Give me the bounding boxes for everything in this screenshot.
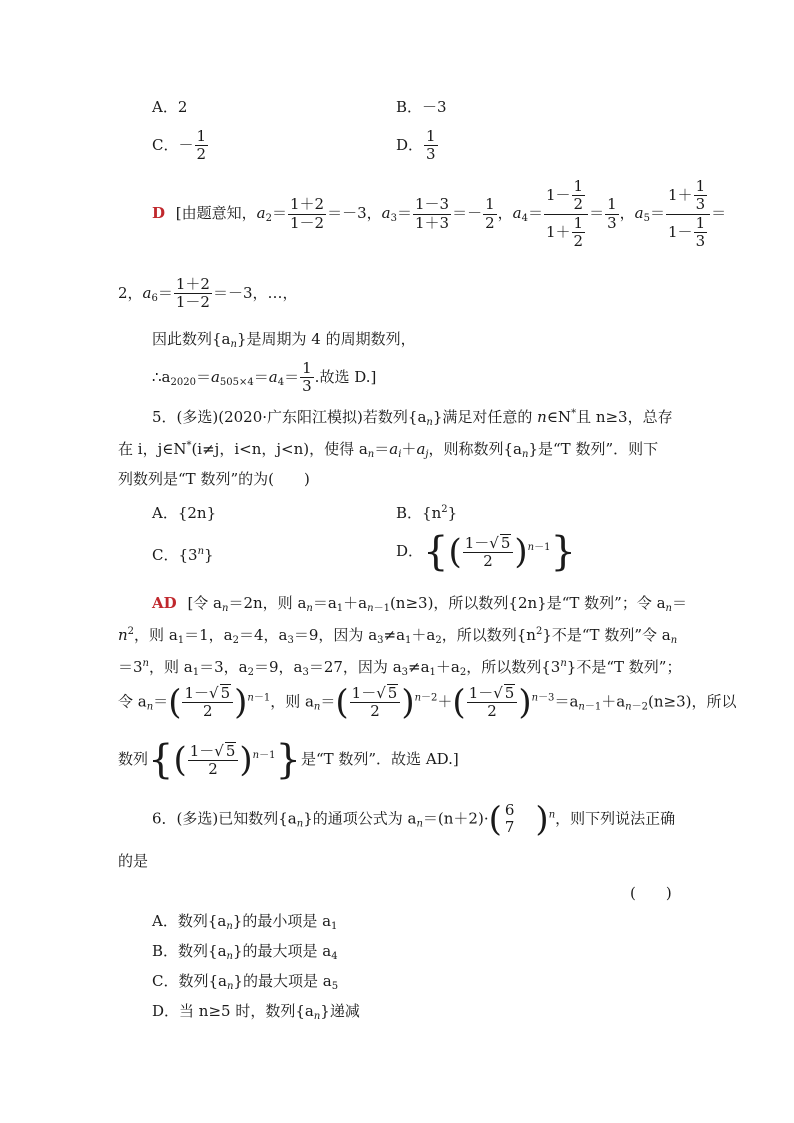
text: ，所以数列{n xyxy=(441,626,536,644)
q5-line1: 5．(多选)(2020·广东阳江模拟)若数列$\{a_n\}$满足对任意的 n∈N*且 n≥3，总存 xyxy=(152,408,673,428)
numerator: 1－√ 5 xyxy=(463,534,514,553)
fraction xyxy=(188,742,239,779)
fraction xyxy=(605,196,619,232)
option-value: 2 xyxy=(177,98,188,116)
fraction xyxy=(350,684,401,721)
fraction xyxy=(424,128,438,164)
q6-line2 xyxy=(118,852,148,870)
numerator: 1 xyxy=(196,127,207,145)
text: ＝ xyxy=(320,692,336,711)
fraction xyxy=(463,534,514,571)
numerator xyxy=(544,178,588,215)
text: 2， xyxy=(118,283,143,302)
text: ，则 a xyxy=(270,692,314,711)
text: (n≥3)，所以数列{2n}是“T 数列”；令 a xyxy=(389,594,666,612)
denominator: 3 xyxy=(695,231,706,250)
text: 令 a xyxy=(118,692,147,711)
term: 1－ xyxy=(464,533,490,552)
fraction-a3 xyxy=(413,196,451,232)
numerator: 1＋2 xyxy=(290,195,325,214)
compound-fraction-a5 xyxy=(666,178,710,250)
q5-option-a xyxy=(152,504,216,522)
text: C．{3 xyxy=(152,546,198,564)
text: 因此数列{a xyxy=(152,330,231,348)
denominator: 2 xyxy=(485,213,495,232)
text: ＝3，a xyxy=(199,658,248,676)
sqrt-radicand: 5 xyxy=(500,533,511,552)
numerator: 1－√ 5 xyxy=(467,684,518,703)
numerator: 1 xyxy=(302,359,312,377)
fraction xyxy=(503,802,517,837)
numerator: 1 xyxy=(695,177,706,195)
sqrt-radicand: 5 xyxy=(225,741,236,760)
text: ( ) xyxy=(630,884,672,902)
q4-solution-line4: $\therefore a_{2020}=a_{505\times 4}=a_4=$ $\frac{1}{3}$ .故选 D.] xyxy=(152,359,377,396)
text: B．{n xyxy=(396,504,442,522)
fraction xyxy=(195,128,209,164)
text: ＝9，因为 a xyxy=(293,626,378,644)
q5-option-c: C．{3$^n$} xyxy=(152,546,214,564)
q6-line1: 6．(多选)已知数列$\{a_n\}$的通项公式为 $a_n=(n+2)\cdot$( 6 7 )$^n$，则下列说法正确 xyxy=(152,799,676,840)
fraction xyxy=(467,684,518,721)
text: }的最小项是 a xyxy=(232,912,332,930)
text: ＋a xyxy=(435,658,460,676)
result: ＝－3，…， xyxy=(212,283,298,302)
text: }不是“T 数列”令 a xyxy=(542,626,671,644)
fraction xyxy=(483,196,497,232)
result: ＝－3， xyxy=(327,204,382,222)
text: }的最大项是 a xyxy=(233,972,332,990)
text: }递减 xyxy=(320,1002,360,1020)
denominator: 1－2 xyxy=(290,213,325,232)
text: A．数列{a xyxy=(152,912,227,930)
q4-solution-line1: D [由题意知，$a_2=$ $\frac{1+2}{1-2}$ ＝－3，$a_3=$ $\frac{1-3}{1+3}$ ＝－ $\frac{1}{2}$ ，$a_4=$ 1－ $\frac{1}{2}$ 1＋ $\frac{1}{2}$ ＝ $\frac{1}{3}$ ，$a_5=$ 1＋ $\frac{1}{3}$ 1－ $\frac{1}{3}$ ＝ xyxy=(152,177,727,250)
text: 6．(多选)已知数列{a xyxy=(152,809,297,828)
text: ＝(n＋2)· xyxy=(422,809,489,828)
text: ≠a xyxy=(408,658,430,676)
denominator: 2 xyxy=(203,702,213,721)
option-label: B． xyxy=(396,98,423,116)
denominator: 3 xyxy=(607,213,617,232)
fraction xyxy=(300,360,314,396)
solution-intro: [由题意知， xyxy=(175,204,257,222)
term: 1－ xyxy=(189,741,215,760)
q5-option-b: B．$\{n^2\}$ xyxy=(396,504,458,522)
denominator: 2 xyxy=(196,145,207,164)
text: D．当 n≥5 时，数列{a xyxy=(152,1002,314,1020)
numerator: 6 xyxy=(504,801,515,819)
text: ＝ xyxy=(153,692,169,711)
text: ＝2n，则 a xyxy=(228,594,307,612)
term: 1＋ xyxy=(668,185,693,204)
q5-solution-line5: 数列{( $\frac{1-√ 5}{2}$ )$^{n-1}$}是“T 数列”．故选 AD.] xyxy=(118,737,459,783)
text: ＝1，a xyxy=(184,626,233,644)
q5-solution-line2: $n^2$，则 $a_1=1$，$a_2=4$，$a_3=9$，因为 $a_3\ne a_1+a_2$，所以数列$\{n^2\}$不是“T 数列”令 $a_n$ xyxy=(118,626,678,646)
denominator: 2 xyxy=(573,231,584,250)
denominator: 1－2 xyxy=(175,293,210,312)
option-value: －3 xyxy=(422,98,447,116)
numerator: 1－√ 5 xyxy=(188,742,239,761)
text: 列数列是“T 数列”的为( ) xyxy=(118,470,310,488)
text: ，则称数列{a xyxy=(428,440,522,458)
option-label: C． xyxy=(152,135,179,154)
term: 1－ xyxy=(351,684,377,702)
answer-letter: AD xyxy=(152,594,177,612)
text: n xyxy=(118,626,128,644)
text: 数列 xyxy=(118,750,149,768)
term: 1－ xyxy=(468,684,494,702)
fraction xyxy=(182,684,233,721)
q6-option-d: D．当 n≥5 时，数列$\{a_n\}$递减 xyxy=(152,1002,360,1022)
q4-solution-line2: 2，$a_6=$ $\frac{1+2}{1-2}$ ＝－3，…， xyxy=(118,275,298,312)
option-label: A． xyxy=(152,98,178,116)
numerator: 1 xyxy=(426,127,436,145)
q6-answer-paren xyxy=(630,884,672,902)
denominator: 2 xyxy=(487,702,497,721)
text: ＝4，a xyxy=(239,626,288,644)
q5-solution-line1: AD [令 $a_n=2n$，则 $a_n=a_1+a_{n-1}(n\ge 3)$，所以数列{2n}是“T 数列”；令 $a_n=$ xyxy=(152,594,688,614)
answer-letter: D xyxy=(152,204,166,222)
text: D． xyxy=(396,542,424,560)
text: ＋a xyxy=(411,626,436,644)
text: ＝a xyxy=(312,594,337,612)
text: ＋a xyxy=(343,594,368,612)
text: (i≠j，i<n，j<n)，使得 a xyxy=(191,440,368,458)
text: 5．(多选)(2020·广东阳江模拟)若数列{a xyxy=(152,408,427,426)
text: }的最大项是 a xyxy=(232,942,332,960)
term: 1－ xyxy=(546,185,571,204)
denominator: 3 xyxy=(426,145,436,164)
text: }的通项公式为 a xyxy=(303,809,417,828)
term: 1－ xyxy=(668,222,693,241)
text: 是“T 数列”．故选 AD.] xyxy=(300,750,459,768)
q4-option-a xyxy=(152,98,187,116)
sqrt-radicand: 5 xyxy=(387,684,398,702)
q4-solution-line3: 因此数列$\{a_n\}$是周期为 4 的周期数列， xyxy=(152,330,416,350)
text: B．数列{a xyxy=(152,942,227,960)
fraction xyxy=(694,215,708,251)
text: }满足对任意的 xyxy=(432,408,538,426)
denominator xyxy=(666,215,710,251)
text: 的是 xyxy=(118,852,149,870)
numerator: 1－√ 5 xyxy=(182,684,233,703)
text: ＝a xyxy=(554,692,579,711)
text: ＝9，a xyxy=(253,658,303,676)
fraction xyxy=(572,215,586,251)
fraction xyxy=(572,178,586,214)
text: ，所以数列{3 xyxy=(466,658,561,676)
q6-option-a: A．数列$\{a_n\}$的最小项是 $a_1$ xyxy=(152,912,338,932)
text: }是周期为 4 的周期数列， xyxy=(236,330,416,348)
denominator: 3 xyxy=(302,377,312,396)
numerator: 1 xyxy=(573,177,584,195)
numerator: 1 xyxy=(573,213,584,232)
text: ＝27，因为 a xyxy=(308,658,402,676)
numerator: 1 xyxy=(695,213,706,232)
term: 1＋ xyxy=(546,222,571,241)
text: 故选 D.] xyxy=(319,367,377,386)
text: ，则下列说法正确 xyxy=(555,809,676,828)
term: 1－ xyxy=(184,684,209,702)
text: ＋a xyxy=(601,692,626,711)
q5-option-d: D．{( $\frac{1-√ 5}{2}$ )$^{n-1}$} xyxy=(396,529,576,575)
sqrt-radicand: 5 xyxy=(220,684,231,702)
fraction-a2 xyxy=(288,196,326,232)
text: (n≥3)，所以 xyxy=(648,692,737,711)
text: C．数列{a xyxy=(152,972,227,990)
text: ＋ xyxy=(437,692,453,711)
denominator: 3 xyxy=(695,195,706,214)
text: ，则 a xyxy=(149,658,193,676)
numerator: 1 xyxy=(485,195,495,214)
text: 在 i，j∈N xyxy=(118,440,187,458)
text: ，则 a xyxy=(134,626,178,644)
q6-option-c: C．数列$\{a_n\}$的最大项是 $a_5$ xyxy=(152,972,339,992)
denominator: 1＋3 xyxy=(414,213,450,232)
result-sign: ＝－ xyxy=(452,204,483,222)
fraction-a6 xyxy=(174,276,212,312)
denominator: 7 xyxy=(504,818,515,837)
q5-solution-line3: $=3^n$，则 $a_1=3$，$a_2=9$，$a_3=27$，因为 $a_3\ne a_1+a_2$，所以数列{3$^n$}不是“T 数列”； xyxy=(118,658,682,678)
denominator: 2 xyxy=(208,760,218,778)
text: ∴a xyxy=(152,367,171,386)
fraction xyxy=(694,178,708,214)
text: A．{2n} xyxy=(152,504,217,522)
q4-option-d xyxy=(396,128,439,164)
text: }不是“T 数列”； xyxy=(566,658,682,676)
q5-line3 xyxy=(118,470,310,488)
text: 且 n≥3，总存 xyxy=(576,408,673,426)
text: ＝ xyxy=(672,594,688,612)
numerator: 1 xyxy=(607,195,617,214)
numerator: 1＋2 xyxy=(175,275,210,293)
option-label: D． xyxy=(396,135,424,154)
denominator: 2 xyxy=(573,195,584,214)
text: [令 a xyxy=(187,594,223,612)
option-sign: － xyxy=(178,135,194,154)
numerator: 1－√ 5 xyxy=(350,684,401,703)
compound-fraction-a4 xyxy=(544,178,588,250)
q4-option-b xyxy=(396,98,447,116)
q6-option-b: B．数列$\{a_n\}$的最大项是 $a_4$ xyxy=(152,942,338,962)
q5-line2: 在 i，j∈N*(i≠j，i<n，j<n)，使得 $a_n=a_i+a_j$，则称数列$\{a_n\}$是“T 数列”．则下 xyxy=(118,440,659,460)
numerator xyxy=(666,178,710,215)
text: ≠a xyxy=(383,626,406,644)
sqrt-radicand: 5 xyxy=(504,684,515,702)
denominator xyxy=(544,215,588,251)
numerator: 1－3 xyxy=(414,195,450,214)
denominator: 2 xyxy=(370,702,380,721)
q5-solution-line4: 令 $a_n=$( $\frac{1-√ 5}{2}$ )$^{n-1}$，则 $a_n=$( $\frac{1-√ 5}{2}$ )$^{n-2}$＋( $\frac{1-√ 5}{2}$ )$^{n-3}=a_{n-1}+a_{n-2}(n\ge 3)$，所以 xyxy=(118,682,737,723)
denominator: 2 xyxy=(483,552,493,570)
text: }是“T 数列”．则下 xyxy=(528,440,659,458)
text: ＝3 xyxy=(118,658,143,676)
q4-option-c xyxy=(152,128,209,164)
